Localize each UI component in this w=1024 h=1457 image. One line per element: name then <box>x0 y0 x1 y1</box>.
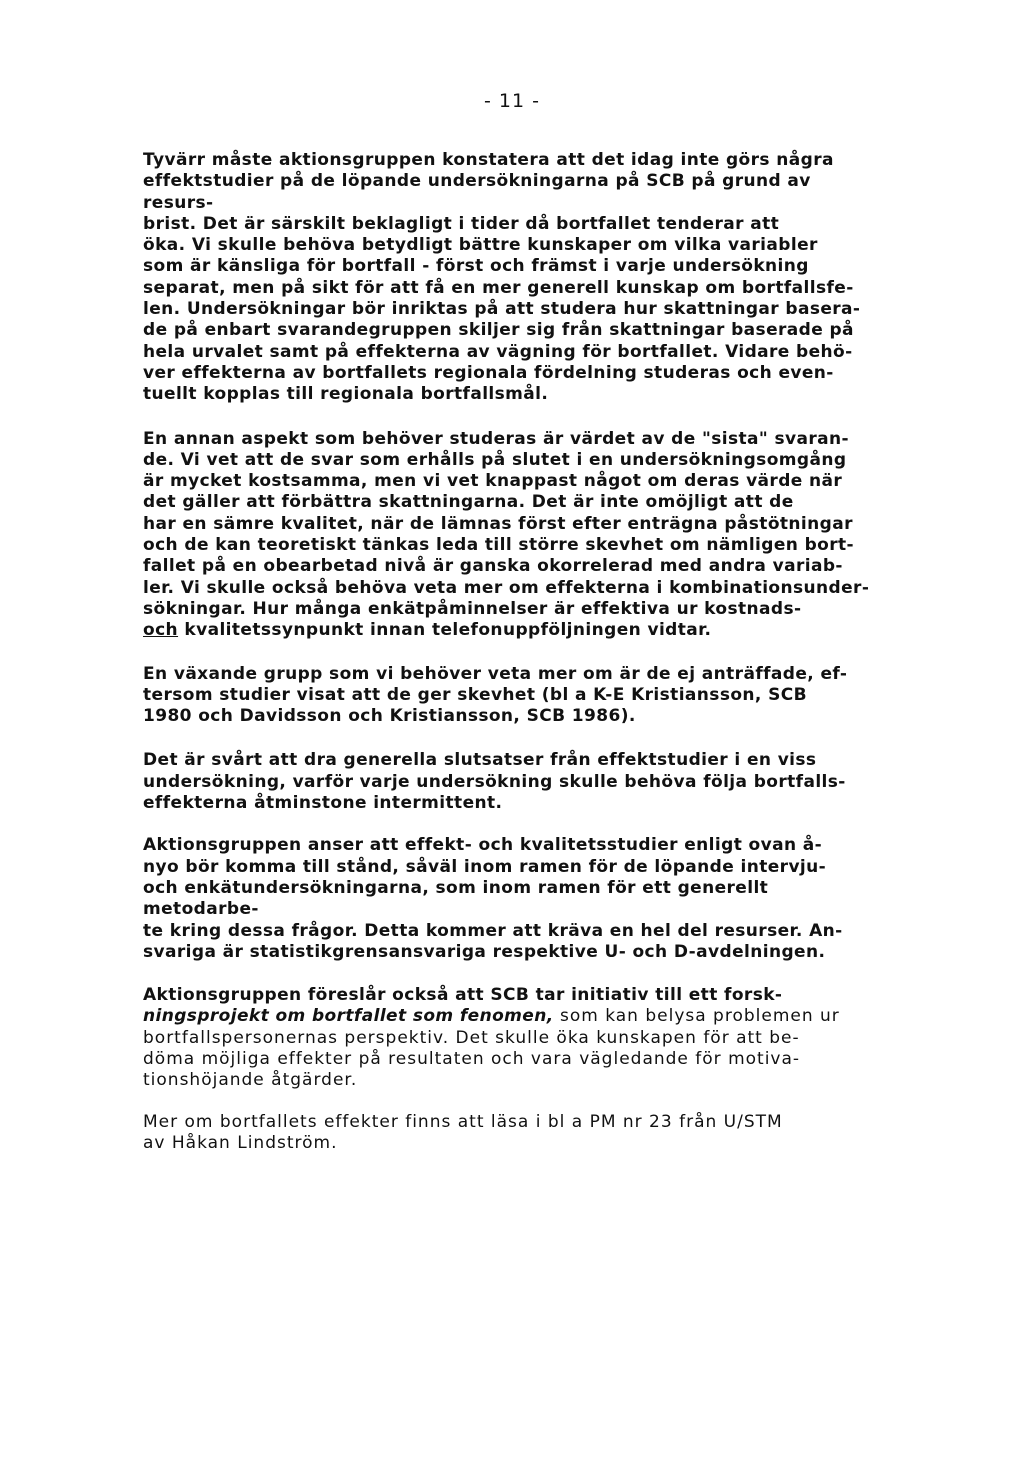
paragraph-not-reached: En växande grupp som vi behöver veta mer om är de ej anträffade, ef- tersom studier visat att de ger skevhet (bl a K-E Kristiansson, SCB 1980 och Davidsson och Kristiansson, SCB 1986). <box>143 663 848 727</box>
document-body <box>143 150 883 1154</box>
paragraph-reference: Mer om bortfallets effekter finns att läsa i bl a PM nr 23 från U/STM av Håkan Lindström. <box>143 1111 783 1153</box>
paragraph-research-project-bold: Aktionsgruppen föreslår också att SCB tar initiativ till ett forsk- <box>143 985 783 1006</box>
paragraph-effect-studies: Tyvärr måste aktionsgruppen konstatera att det idag inte görs några effektstudier på de löpande undersökningarna på SCB på grund av resurs- brist. Det är särskilt beklagligt i tider då bortfallet tenderar att öka. Vi skulle behöva betydligt bättre kunskaper om vilka variabler som är känsliga för bortfall - först och främst i varje undersökning separat, men på sikt för att få en mer generell kunskap om bortfallsfe- len. Undersökningar bör inriktas på att studera hur skattningar basera- de på enbart svarandegruppen skiljer sig från skattningar baserade på hela urvalet samt på effekterna av vägning för bortfallet. Vidare behö- ver effekterna av bortfallets regionala fördelning studeras och even- tuellt kopplas till regionala bortfallsmål. <box>143 150 861 405</box>
paragraph-quality-studies: Aktionsgruppen anser att effekt- och kvalitetsstudier enligt ovan å- nyo bör komma till stånd, såväl inom ramen för de löpande intervju- och enkätundersökningarna, som inom ramen för ett generellt metodarbe- te kring dessa frågor. Detta kommer att kräva en hel del resurser. An- svariga är statistikgrensansvariga respektive U- och D-avdelningen. <box>143 835 843 962</box>
page-number: - 11 - <box>484 90 540 112</box>
paragraph-general-conclusions: Det är svårt att dra generella slutsatser från effektstudier i en viss undersökning, varför varje undersökning skulle behöva följa bortfalls- effekterna åtminstone intermittent. <box>143 750 846 814</box>
paragraph-last-respondents-end: kvalitetssynpunkt innan telefonuppföljningen vidtar. <box>178 620 712 641</box>
paragraph-last-respondents <box>143 429 883 642</box>
paragraph-research-project-rest: som kan belysa problemen ur bortfallspersonernas perspektiv. Det skulle öka kunskapen för att be- döma möjliga effekter på resultaten och vara vägledande för motiva- tionshöjande åtgärder. <box>143 1006 840 1091</box>
underlined-word: och <box>143 620 179 641</box>
paragraph-last-respondents-text: En annan aspekt som behöver studeras är värdet av de "sista" svaran- de. Vi vet att de svar som erhålls på slutet i en undersökningsomgång är mycket kostsamma, men vi vet knappast något om deras värde när det gäller att förbättra skattningarna. Det är inte omöjligt att de har en sämre kvalitet, när de lämnas först efter enträgna påstötningar och de kan teoretiskt tänkas leda till större skevhet om nämligen bort- fallet på en obearbetad nivå är ganska okorrelerad med andra variab- ler. Vi skulle också behöva veta mer om effekterna i kombinationsunder- sökningar. Hur många enkätpåminnelser är effektiva ur kostnads- <box>143 428 870 619</box>
paragraph-research-project <box>143 985 883 1091</box>
paragraph-research-project-italic: ningsprojekt om bortfallet som fenomen, <box>143 1006 554 1027</box>
